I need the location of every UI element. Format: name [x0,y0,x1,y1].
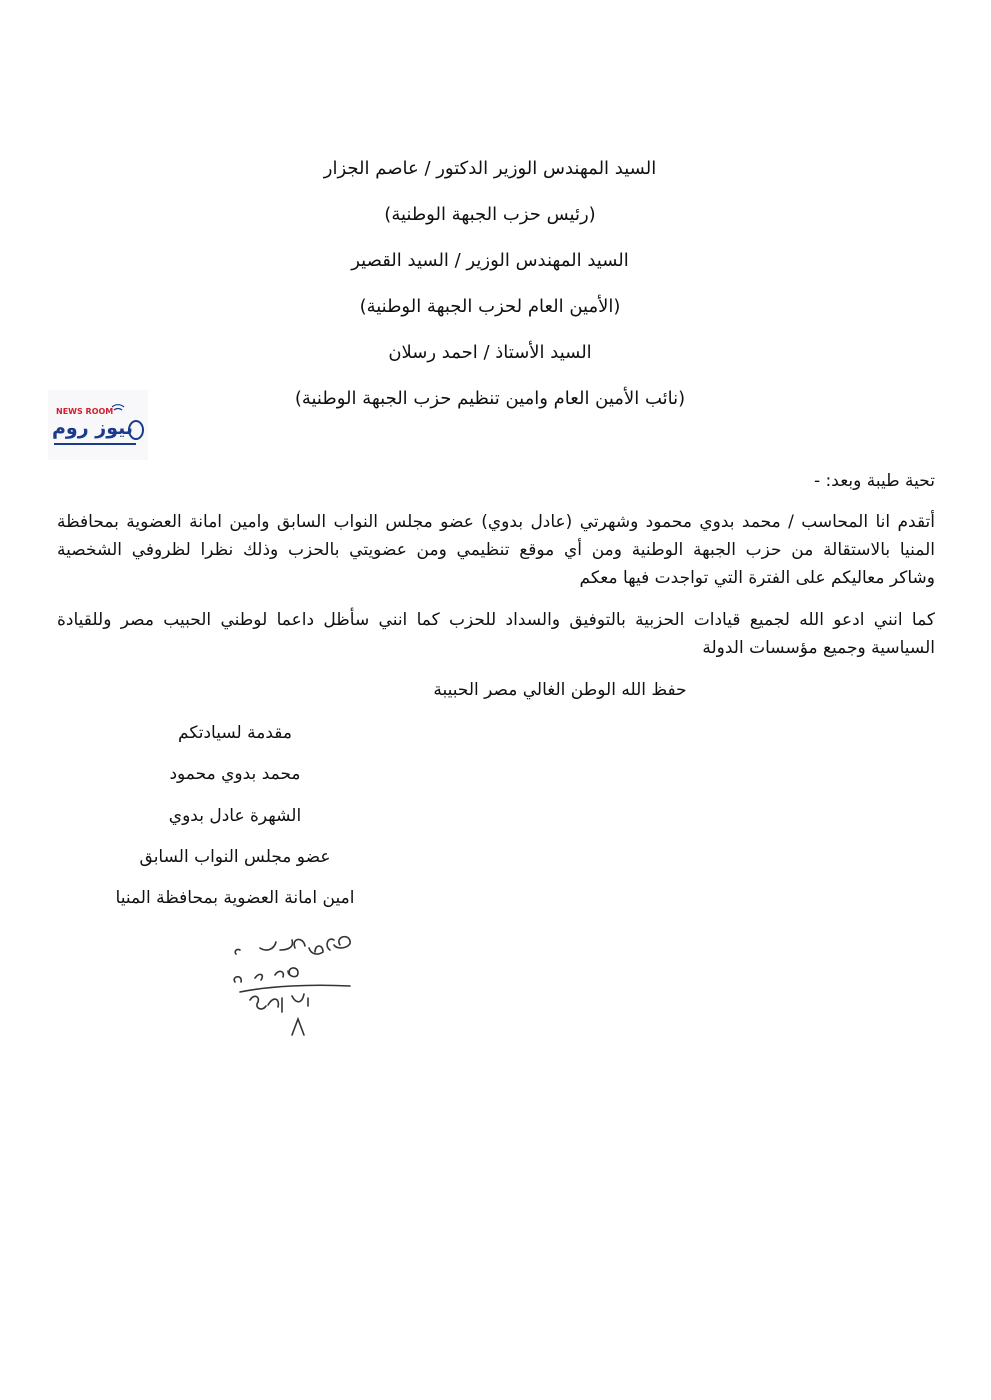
addressee-line: (نائب الأمين العام وامين تنظيم حزب الجبهة الوطنية) [294,388,686,409]
body-line: السياسية وجميع مؤسسات الدولة [702,638,935,658]
signature-line: الشهرة عادل بدوي [168,806,302,826]
addressee-line: السيد المهندس الوزير / السيد القصير [351,250,629,271]
closing-line: حفظ الله الوطن الغالي مصر الحبيبة [433,680,687,700]
addressee-line: السيد المهندس الوزير الدكتور / عاصم الجزار [323,158,657,179]
greeting: تحية طيبة وبعد: - [814,471,935,491]
news-room-logo [48,390,148,460]
body-line: وشاكر معاليكم على الفترة التي تواجدت فيها معكم [579,568,935,588]
handwritten-signature [220,920,370,1054]
addressee-line: (الأمين العام لحزب الجبهة الوطنية) [359,296,621,317]
wifi-icon [112,405,124,410]
logo-top-text: NEWS ROOM [56,407,114,416]
signature-line: محمد بدوي محمود [169,764,301,784]
signature-line: مقدمة لسيادتكم [178,723,292,743]
signature-line: امين امانة العضوية بمحافظة المنيا [115,888,355,908]
addressee-line: السيد الأستاذ / احمد رسلان [388,342,592,363]
body-line: كما انني ادعو الله لجميع قيادات الحزبية بالتوفيق والسداد للحزب كما انني سأظل داعما لوطني الحبيب مصر وللقيادة [57,610,935,630]
logo-name: نيوز روم [52,417,134,439]
addressee-line: (رئيس حزب الجبهة الوطنية) [384,204,596,225]
body-line: المنيا بالاستقالة من حزب الجبهة الوطنية ومن أي موقع تنظيمي ومن عضويتي بالحزب وذلك نظرا لظروفي الشخصية [57,540,935,560]
signature-line: عضو مجلس النواب السابق [139,847,331,867]
body-line: أتقدم انا المحاسب / محمد بدوي محمود وشهرتي (عادل بدوي) عضو مجلس النواب السابق وامين امانة العضوية بمحافظة [57,512,935,532]
